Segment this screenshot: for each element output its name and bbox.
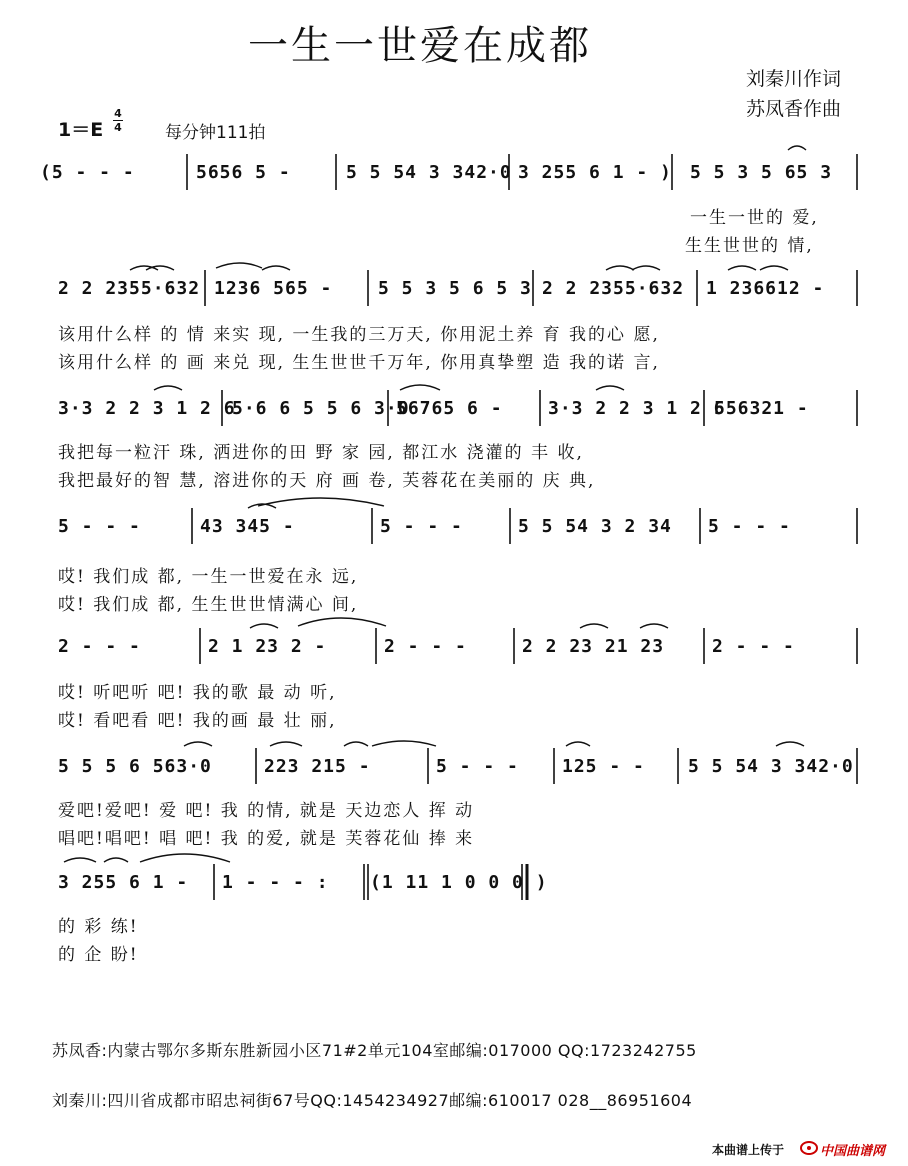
notation-bar: 5 - - - <box>708 516 791 537</box>
lyric-line-1: 该用什么样 的 情 来实 现, 一生我的三万天, 你用泥土养 育 我的心 愿, <box>58 325 660 345</box>
site-logo-icon <box>800 1140 818 1156</box>
lyric-line-2: 生生世世的 情, <box>685 236 814 256</box>
notation-bar: 5656 5 - <box>196 162 291 183</box>
notation-bar: 5 5 54 3 342·0 <box>346 162 512 183</box>
notation-bar: 2 1 23 2 - <box>208 636 327 657</box>
notation-bar: 56765 6 - <box>396 398 503 419</box>
notation-bar: 3·3 2 2 3 1 2 6 <box>548 398 726 419</box>
lyric-line-1: 哎! 我们成 都, 一生一世爱在永 远, <box>58 567 359 587</box>
time-signature-bottom: 4 <box>114 121 122 134</box>
notation-bar: 2 - - - <box>712 636 795 657</box>
lyric-line-2: 唱吧!唱吧! 唱 吧! 我 的爱, 就是 芙蓉花仙 捧 来 <box>58 829 475 849</box>
lyric-line-2: 的 企 盼! <box>58 945 139 965</box>
time-signature <box>113 108 123 133</box>
lyric-line-1: 哎! 听吧听 吧! 我的歌 最 动 听, <box>58 683 337 703</box>
notation-bar: 2 - - - <box>384 636 467 657</box>
lyricist-credit: 刘秦川作词 <box>746 68 842 90</box>
contact-composer: 苏凤香:内蒙古鄂尔多斯东胜新园小区71#2单元104室邮编:017000 QQ:1723242755 <box>52 1041 697 1060</box>
composer-credit: 苏凤香作曲 <box>746 98 842 120</box>
notation-bar: 2 2 2355·632 <box>58 278 201 299</box>
lyric-line-2: 哎! 看吧看 吧! 我的画 最 壮 丽, <box>58 711 337 731</box>
notation-bar: 1236 565 - <box>214 278 333 299</box>
notation-bar: 5 5 54 3 342·0 <box>688 756 854 777</box>
tempo-marking: 每分钟111拍 <box>165 123 266 143</box>
time-signature-top: 4 <box>114 107 122 120</box>
notation-bar: 5 5 3 5 65 3 <box>690 162 833 183</box>
upload-note: 本曲谱上传于 <box>712 1143 785 1157</box>
lyric-line-1: 爱吧!爱吧! 爱 吧! 我 的情, 就是 天边恋人 挥 动 <box>58 801 475 821</box>
notation-bar: 43 345 - <box>200 516 295 537</box>
contact-lyricist: 刘秦川:四川省成都市昭忠祠街67号QQ:1454234927邮编:610017 028__86951604 <box>52 1091 693 1110</box>
notation-bar: (5 - - - <box>40 162 135 183</box>
notation-bar: 5 5 5 6 563·0 <box>58 756 212 777</box>
notation-bar: 3 255 6 1 - ) <box>518 162 672 183</box>
lyric-line-1: 一生一世的 爱, <box>690 208 819 228</box>
notation-bar: 5 - - - <box>58 516 141 537</box>
lyric-line-1: 的 彩 练! <box>58 917 139 937</box>
notation-bar: 5 5 3 5 6 5 3 <box>378 278 532 299</box>
notation-bar: 5 - - - <box>436 756 519 777</box>
notation-bar: 223 215 - <box>264 756 371 777</box>
notation-bar: 5 5 54 3 2 34 <box>518 516 672 537</box>
lyric-line-2: 我把最好的智 慧, 溶进你的天 府 画 卷, 芙蓉花在美丽的 庆 典, <box>58 471 596 491</box>
lyric-line-2: 哎! 我们成 都, 生生世世情满心 间, <box>58 595 359 615</box>
notation-bar: 556321 - <box>714 398 809 419</box>
notation-bar: (1 11 1 0 0 0 ) <box>370 872 548 893</box>
song-title: 一生一世爱在成都 <box>248 23 592 69</box>
notation-bar: 2 - - - <box>58 636 141 657</box>
notation-bar: 5 - - - <box>380 516 463 537</box>
notation-bar: 5·6 6 5 5 6 3·0 <box>232 398 410 419</box>
notation-bar: 3·3 2 2 3 1 2 6 <box>58 398 236 419</box>
lyric-line-1: 我把每一粒汗 珠, 洒进你的田 野 家 园, 都江水 浇灌的 丰 收, <box>58 443 584 463</box>
notation-bar: 1 236612 - <box>706 278 825 299</box>
notation-bar: 125 - - <box>562 756 645 777</box>
key-signature: 1＝E <box>58 119 104 141</box>
site-name: 中国曲谱网 <box>820 1144 886 1159</box>
notation-bar: 1 - - - : <box>222 872 329 893</box>
notation-bar: 3 255 6 1 - <box>58 872 189 893</box>
lyric-line-2: 该用什么样 的 画 来兑 现, 生生世世千万年, 你用真挚塑 造 我的诺 言, <box>58 353 660 373</box>
notation-bar: 2 2 23 21 23 <box>522 636 665 657</box>
notation-bar: 2 2 2355·632 <box>542 278 685 299</box>
